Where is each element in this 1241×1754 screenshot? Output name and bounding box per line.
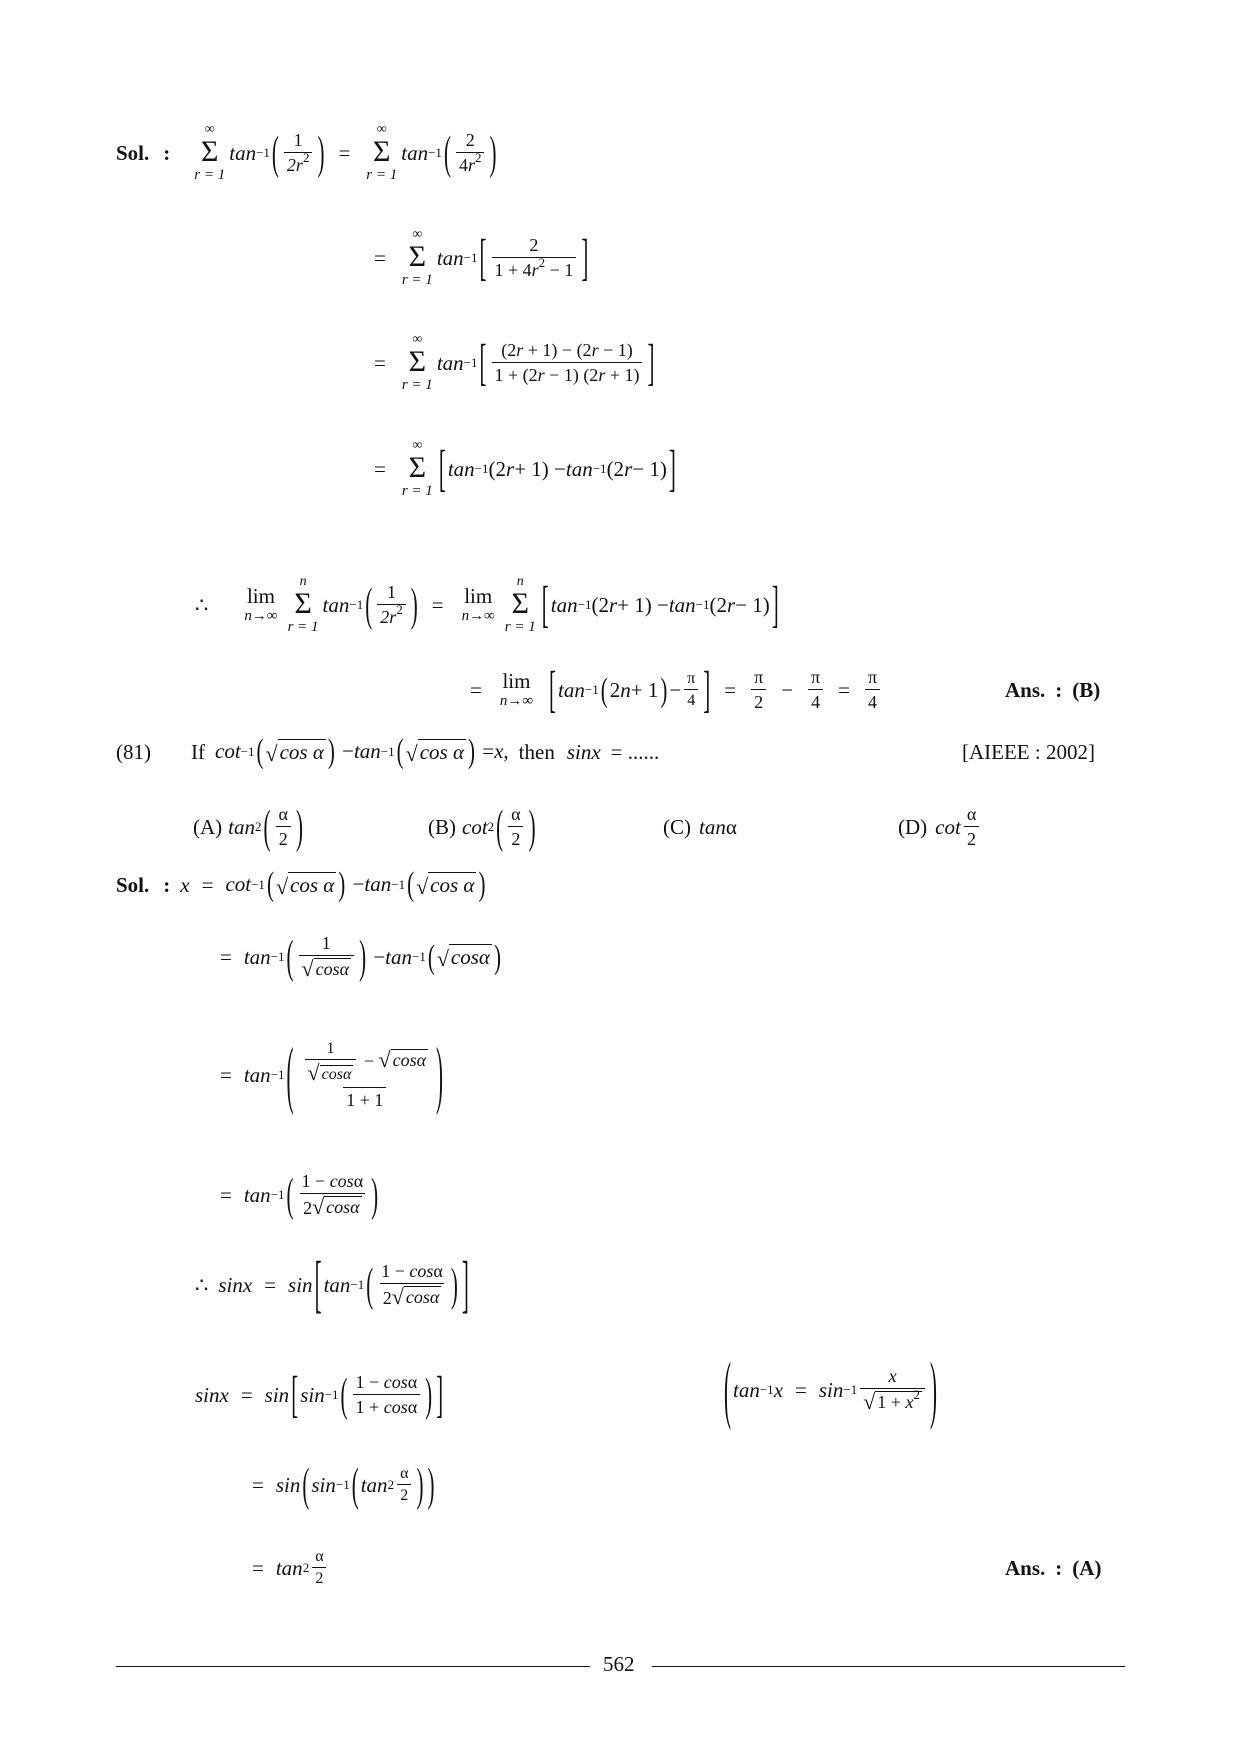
- q81-source: [AIEEE : 2002]: [962, 739, 1095, 764]
- q81-option-d: (D) cot $\frac{\alpha}{2}$: [898, 782, 982, 872]
- q81-then: then: [518, 739, 555, 764]
- q81-option-b: (B) cot 2 ( $\frac{\alpha}{2}$ ): [428, 799, 536, 853]
- q80-answer: Ans. : (B): [1005, 677, 1101, 702]
- q81-option-a: (A) tan 2 ( $\frac{\alpha}{2}$ ): [193, 799, 303, 853]
- sol-label: Sol.: [116, 140, 150, 165]
- q81-sol-line-1: Sol. : x = cot −1 ( √ cos α ) − tan −1 ( √ cos α ): [116, 864, 486, 904]
- q81-sol-line-8: = tan 2 $\frac{\alpha}{2}$: [240, 1523, 330, 1613]
- q81-option-c: (C) tan α: [663, 814, 737, 839]
- q81-answer: Ans. : (A): [1005, 1555, 1102, 1580]
- q81-sol-line-6: sinx = sin [ sin −1 ( $\frac{1 - \cos\alpha}{1 + \cos\alpha}$ ) ]: [195, 1365, 444, 1423]
- ans-label: Ans.: [1005, 677, 1046, 702]
- footer-rule-left: [116, 1666, 590, 1667]
- footer-rule-right: [652, 1666, 1125, 1667]
- q80-sol-line-3: = ∞ Σ r = 1 tan −1 [ $\frac{(2r + 1) - (2r - 1)}{1 + (2r - 1) (2r + 1)}$ ]: [374, 331, 655, 393]
- sol-colon: :: [163, 140, 171, 165]
- q81-sol-line-5: ∴ sinx = sin [ tan −1 ( 1 − cosα 2 √ cosα ) ]: [195, 1247, 469, 1320]
- q81-sol-line-4: = tan −1 ( 1 − cosα 2 √ cosα ): [220, 1167, 379, 1221]
- q80-step-1-lhs: ∞ Σ r = 1 tan −1 ( $\frac{1}{2r^2}$ ): [194, 121, 325, 183]
- q80-sol-line-6: = lim n→∞ [ tan −1 ( 2 n + 1 ) − $\frac{\pi}{4}$ ] = $\frac{\pi}{2}$ − $\frac{\pi}{4}$ = $\frac{\pi}{4}$: [458, 645, 883, 735]
- q80-sol-line-2: = ∞ Σ r = 1 tan −1 [ $\frac{2}{1 + 4r^2 - 1}$ ]: [374, 226, 589, 288]
- q81-number: (81): [116, 739, 151, 764]
- q81-sol-line-2: = tan −1 ( 1 √ cosα ) − tan −1 ( √ cosα ): [220, 929, 501, 983]
- q80-step-1-rhs: ∞ Σ r = 1 tan −1 ( $\frac{2}{4r^2}$ ): [366, 121, 497, 183]
- q81-if: If: [191, 739, 205, 764]
- q80-sol-line-4: = ∞ Σ r = 1 [ tan −1 (2 r + 1) − tan −1 (2 r − 1) ]: [374, 437, 676, 499]
- q81-sol-line-7: = sin ( sin −1 ( tan 2 $\frac{\alpha}{2}$ ) ): [252, 1457, 435, 1511]
- therefore-symbol: ∴: [195, 592, 209, 617]
- q80-answer-value: (B): [1072, 677, 1101, 702]
- q80-sol-line-5: ∴ lim n→∞ n Σ r = 1 tan −1 ( $\frac{1}{2r^2}$ ) = lim n→∞ n Σ r = 1 [ tan −1 (2 r + 1) − tan −1 (2 r − 1) ]: [195, 573, 779, 635]
- q81-trailing: = ......: [610, 739, 660, 764]
- q81-answer-value: (A): [1072, 1555, 1102, 1580]
- q81-identity-note: ( tan −1 x = sin −1 x √ $1 + x^2$ ): [724, 1345, 937, 1432]
- q81-sol-line-3: = tan −1 ( 1 √ cosα − √ cosα 1 + 1 ): [220, 1030, 444, 1117]
- q80-sol-line-1: Sol. : ∞ Σ r = 1 tan −1 ( $\frac{1}{2r^2}$ ) = ∞ Σ r = 1 tan −1 ( $\frac{2}{4r^2}$ ): [116, 121, 497, 183]
- q81-question: (81) If cot −1 ( √ cos α ) − tan −1 ( √ cos α ) = x , then sinx = ......: [116, 731, 660, 771]
- page-number: 562: [603, 1652, 635, 1676]
